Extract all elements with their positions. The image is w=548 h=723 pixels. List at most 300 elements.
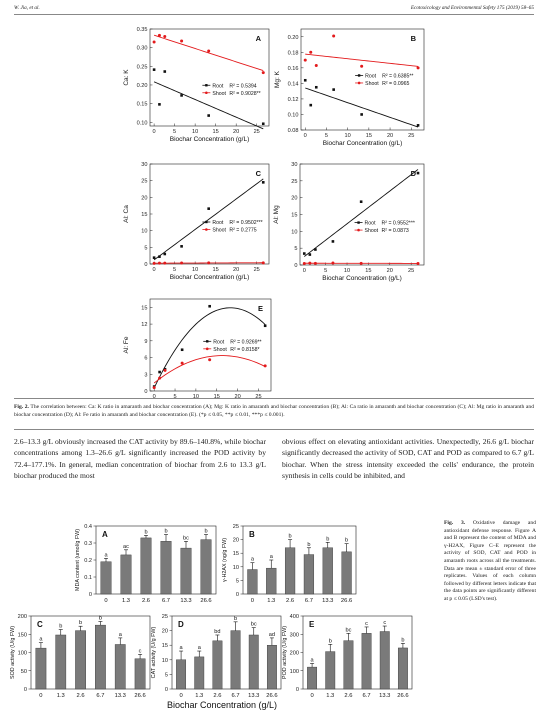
panel-letter: D bbox=[410, 169, 416, 178]
significance-letter: b bbox=[326, 536, 330, 543]
x-tick-label: 0 bbox=[310, 693, 314, 699]
y-axis-label: POD activity (U/g FW) bbox=[282, 625, 288, 680]
y-tick-label: 3 bbox=[144, 372, 148, 379]
y-tick-label: 10 bbox=[141, 228, 148, 235]
fit-line-root bbox=[305, 88, 418, 127]
data-point-shoot bbox=[360, 262, 363, 265]
figure-2-bottom-rule bbox=[14, 429, 534, 430]
legend-series-name: Shoot bbox=[365, 80, 379, 87]
data-point-shoot bbox=[314, 262, 317, 265]
x-tick-label: 10 bbox=[343, 268, 351, 274]
data-point-root bbox=[180, 245, 183, 248]
significance-letter: ac bbox=[123, 543, 129, 550]
x-tick-label: 10 bbox=[344, 133, 351, 139]
legend-marker bbox=[205, 91, 208, 94]
x-tick-label: 25 bbox=[253, 129, 260, 135]
data-point-shoot bbox=[332, 34, 335, 37]
legend-series-name: Shoot bbox=[212, 90, 226, 97]
data-point-shoot bbox=[308, 262, 311, 265]
significance-letter: b bbox=[288, 533, 292, 540]
data-point-shoot bbox=[158, 377, 161, 380]
figure-3-caption-label: Fig. 3. bbox=[444, 520, 466, 526]
legend-marker bbox=[205, 221, 207, 223]
data-point-shoot bbox=[164, 369, 167, 372]
data-point-root bbox=[417, 124, 420, 127]
data-point-root bbox=[314, 248, 317, 251]
significance-letter: a bbox=[118, 631, 122, 638]
x-tick-label: 26.6 bbox=[266, 693, 278, 699]
data-point-shoot bbox=[153, 262, 156, 265]
data-point-root bbox=[315, 86, 318, 89]
legend-series-name: Root bbox=[365, 73, 377, 80]
data-point-root bbox=[207, 114, 210, 117]
data-point-root bbox=[208, 305, 211, 308]
legend-marker bbox=[358, 74, 360, 76]
x-tick-label: 1.3 bbox=[326, 693, 335, 699]
plot-frame bbox=[31, 616, 150, 689]
bar bbox=[95, 625, 105, 689]
data-point-shoot bbox=[153, 386, 156, 389]
data-point-shoot bbox=[262, 261, 265, 264]
legend-series-name: Shoot bbox=[212, 227, 226, 234]
data-point-root bbox=[163, 253, 166, 256]
x-tick-label: 0 bbox=[152, 129, 156, 135]
y-axis-label: Mg: K bbox=[274, 71, 281, 88]
data-point-root bbox=[332, 88, 335, 91]
bar bbox=[213, 641, 222, 689]
data-point-root bbox=[303, 252, 306, 255]
legend-marker bbox=[205, 228, 208, 231]
x-tick-label: 20 bbox=[386, 268, 393, 274]
y-tick-label: 20 bbox=[141, 195, 148, 202]
x-tick-label: 5 bbox=[173, 267, 177, 273]
legend-r-squared: R² = 0.0873 bbox=[381, 228, 409, 235]
x-tick-label: 13.3 bbox=[322, 598, 334, 604]
y-tick-label: 10 bbox=[232, 564, 239, 571]
y-axis-label: Al: Ca bbox=[123, 205, 130, 223]
x-tick-label: 2.6 bbox=[141, 598, 151, 604]
significance-letter: a bbox=[39, 636, 43, 643]
y-axis-label: SOD activity (U/g FW) bbox=[10, 625, 16, 680]
x-tick-label: 15 bbox=[365, 268, 372, 274]
legend-series-name: Root bbox=[212, 83, 224, 90]
data-point-root bbox=[153, 256, 156, 259]
legend-series-name: Shoot bbox=[364, 228, 379, 235]
panel-letter: A bbox=[255, 34, 261, 43]
data-point-shoot bbox=[153, 41, 156, 44]
x-axis-label: Biochar Concentration (g/L) bbox=[169, 274, 250, 281]
legend-r-squared: R² = 0.9502*** bbox=[229, 220, 263, 226]
legend-series-name: Root bbox=[212, 220, 224, 226]
x-tick-label: 1.3 bbox=[121, 598, 131, 604]
significance-letter: c bbox=[138, 648, 142, 655]
x-axis-label: Biochar Concentration (g/L) bbox=[322, 275, 402, 282]
bar bbox=[115, 644, 125, 689]
figure-3-x-axis-label: Biochar Concentration (g/L) bbox=[166, 700, 278, 710]
y-tick-label: 20 bbox=[291, 195, 298, 202]
plot-frame bbox=[150, 29, 269, 126]
bar bbox=[267, 645, 276, 689]
y-tick-label: 0 bbox=[23, 687, 27, 693]
legend-marker bbox=[206, 348, 209, 351]
scatter-panel-2a bbox=[123, 27, 269, 143]
y-tick-label: 20 bbox=[232, 537, 239, 544]
y-tick-label: 100 bbox=[289, 668, 299, 675]
x-tick-label: 5 bbox=[324, 268, 328, 274]
y-tick-label: 5 bbox=[164, 672, 168, 679]
data-point-root bbox=[181, 348, 184, 351]
legend-marker bbox=[206, 340, 208, 342]
panel-letter: B bbox=[410, 34, 416, 43]
legend-r-squared: R² = 0.9269** bbox=[230, 339, 262, 346]
x-tick-label: 20 bbox=[234, 394, 241, 400]
y-tick-label: 15 bbox=[141, 212, 148, 218]
bar bbox=[380, 632, 389, 689]
y-tick-label: 0 bbox=[88, 592, 92, 598]
x-tick-label: 25 bbox=[408, 133, 415, 139]
y-tick-label: 0.2 bbox=[84, 558, 92, 564]
data-point-root bbox=[264, 324, 267, 327]
plot-frame bbox=[96, 526, 216, 594]
x-axis-label: Biochar Concentration (g/L) bbox=[169, 136, 250, 143]
x-tick-label: 6.7 bbox=[96, 693, 105, 699]
data-point-shoot bbox=[208, 358, 211, 361]
bar bbox=[121, 555, 131, 594]
bar bbox=[362, 633, 371, 689]
y-tick-label: 25 bbox=[232, 524, 239, 530]
significance-letter: b bbox=[79, 620, 83, 627]
y-tick-label: 9 bbox=[144, 338, 148, 345]
data-point-root bbox=[207, 207, 210, 210]
significance-letter: b bbox=[328, 638, 332, 645]
data-point-root bbox=[309, 104, 312, 107]
x-tick-label: 20 bbox=[233, 267, 240, 273]
data-point-shoot bbox=[360, 65, 363, 68]
data-point-shoot bbox=[207, 261, 210, 264]
data-point-shoot bbox=[304, 59, 307, 62]
bar bbox=[36, 648, 46, 689]
x-tick-label: 5 bbox=[324, 133, 329, 139]
y-tick-label: 0 bbox=[235, 592, 239, 598]
y-tick-label: 0.08 bbox=[287, 128, 299, 134]
panel-letter: E bbox=[257, 304, 263, 313]
legend-r-squared: R² = 0.8158* bbox=[230, 346, 260, 353]
data-point-shoot bbox=[207, 50, 210, 53]
bar bbox=[101, 562, 111, 594]
significance-letter: b bbox=[59, 623, 63, 630]
y-tick-label: 200 bbox=[289, 650, 299, 657]
panel-letter: E bbox=[309, 620, 315, 629]
y-tick-label: 0.18 bbox=[287, 50, 299, 57]
bar bbox=[323, 548, 333, 594]
data-point-shoot bbox=[417, 66, 420, 69]
y-tick-label: 6 bbox=[144, 355, 148, 362]
x-tick-label: 15 bbox=[213, 394, 220, 400]
significance-letter: c bbox=[383, 620, 387, 627]
y-tick-label: 25 bbox=[141, 178, 148, 185]
data-point-root bbox=[304, 79, 307, 82]
x-tick-label: 10 bbox=[192, 129, 199, 135]
x-tick-label: 25 bbox=[408, 268, 415, 274]
x-tick-label: 20 bbox=[386, 133, 394, 139]
bar bbox=[342, 552, 352, 594]
y-tick-label: 50 bbox=[20, 668, 27, 675]
figure-2-caption-text: The correlation between: Ca: K ratio in amaranth and biochar concentration (A); Mg: K ratio in amaranth and biochar concentration (B); Al: Ca ratio in amaranth and biochar concentration (C); Al: Mg ratio in amaranth and biochar concentration (D); Al: Fe ratio in amaranth and biochar concentration (E). (*p ≤ 0.05, **p ≤ 0.01, ***p ≤ 0.001). bbox=[14, 404, 534, 418]
y-tick-label: 0.14 bbox=[287, 81, 299, 88]
y-axis-label: Al: Mg bbox=[273, 205, 280, 224]
y-tick-label: 30 bbox=[291, 162, 298, 168]
y-tick-label: 0 bbox=[294, 263, 298, 269]
x-tick-label: 1.3 bbox=[267, 598, 276, 604]
data-point-shoot bbox=[180, 39, 183, 42]
x-tick-label: 13.3 bbox=[180, 598, 192, 604]
scatter-panel-2b bbox=[274, 29, 424, 147]
plot-frame bbox=[243, 526, 356, 594]
x-tick-label: 0 bbox=[250, 598, 255, 604]
y-tick-label: 25 bbox=[161, 614, 168, 620]
bar-panel-3d bbox=[151, 614, 281, 699]
panel-letter: C bbox=[255, 169, 261, 178]
panel-letter: B bbox=[249, 530, 255, 539]
x-tick-label: 13.3 bbox=[248, 693, 260, 699]
x-tick-label: 26.6 bbox=[200, 598, 212, 604]
y-tick-label: 0.35 bbox=[136, 27, 148, 33]
x-tick-label: 15 bbox=[365, 133, 372, 139]
bar-panel-3c bbox=[10, 614, 150, 699]
significance-letter: bd bbox=[214, 628, 221, 635]
x-tick-label: 2.6 bbox=[213, 693, 222, 699]
x-tick-label: 0 bbox=[302, 268, 306, 274]
significance-letter: b bbox=[204, 528, 208, 535]
panel-letter: A bbox=[102, 530, 108, 539]
significance-letter: bc bbox=[183, 535, 189, 542]
y-tick-label: 30 bbox=[141, 162, 148, 168]
significance-letter: c bbox=[365, 620, 368, 627]
legend-marker bbox=[358, 82, 361, 85]
x-tick-label: 26.6 bbox=[397, 693, 409, 699]
legend-marker bbox=[357, 221, 359, 223]
bar bbox=[344, 641, 353, 689]
y-tick-label: 0.10 bbox=[136, 120, 148, 127]
bar bbox=[141, 538, 151, 594]
y-tick-label: 15 bbox=[161, 643, 168, 650]
x-tick-label: 10 bbox=[192, 267, 199, 273]
x-tick-label: 1.3 bbox=[56, 693, 65, 699]
x-tick-label: 1.3 bbox=[195, 693, 204, 699]
plot-frame bbox=[172, 616, 281, 689]
bar bbox=[195, 657, 204, 689]
figure-2-caption-label: Fig. 2. bbox=[14, 404, 29, 410]
significance-letter: b bbox=[144, 529, 148, 536]
y-tick-label: 0.30 bbox=[136, 45, 148, 52]
x-tick-label: 20 bbox=[233, 129, 240, 135]
x-tick-label: 6.7 bbox=[161, 598, 171, 604]
bar bbox=[304, 555, 314, 594]
x-tick-label: 13.3 bbox=[379, 693, 391, 699]
data-point-shoot bbox=[417, 262, 420, 265]
x-tick-label: 0 bbox=[303, 133, 307, 139]
legend-marker bbox=[205, 84, 207, 86]
legend-marker bbox=[357, 229, 360, 232]
y-tick-label: 5 bbox=[235, 578, 239, 585]
significance-letter: b bbox=[98, 615, 102, 622]
x-axis-label: Biochar Concentration (g/L) bbox=[322, 140, 403, 147]
data-point-shoot bbox=[180, 262, 183, 265]
bar bbox=[176, 660, 185, 689]
significance-letter: a bbox=[269, 554, 273, 560]
bar bbox=[56, 635, 66, 689]
significance-letter: bc bbox=[345, 627, 352, 634]
y-tick-label: 100 bbox=[17, 650, 27, 657]
data-point-shoot bbox=[158, 34, 161, 37]
y-axis-label: Ca: K bbox=[123, 69, 130, 86]
bar-panel-3a bbox=[75, 524, 216, 604]
bar bbox=[135, 659, 145, 689]
x-tick-label: 26.6 bbox=[340, 598, 353, 604]
y-tick-label: 0.20 bbox=[287, 34, 299, 41]
y-axis-label: MDA content (umol/g FW) bbox=[75, 528, 81, 592]
bar bbox=[201, 540, 211, 594]
y-tick-label: 300 bbox=[289, 632, 299, 639]
y-tick-label: 10 bbox=[291, 229, 298, 236]
data-point-shoot bbox=[309, 51, 312, 54]
x-tick-label: 26.6 bbox=[134, 693, 146, 699]
data-point-root bbox=[158, 255, 161, 258]
data-point-root bbox=[153, 68, 156, 71]
legend-r-squared: R² = 0.9028** bbox=[229, 90, 261, 97]
y-tick-label: 0 bbox=[295, 687, 299, 693]
y-axis-label: γ-H2AX (ng/g FW) bbox=[222, 537, 228, 583]
y-tick-label: 200 bbox=[17, 614, 27, 620]
bar bbox=[285, 548, 295, 594]
running-author: W. Jia, et al. bbox=[14, 5, 40, 11]
bar bbox=[326, 652, 335, 689]
data-point-shoot bbox=[315, 64, 318, 67]
data-point-shoot bbox=[158, 262, 161, 265]
x-tick-label: 25 bbox=[255, 394, 262, 400]
legend bbox=[203, 339, 261, 353]
y-tick-label: 0.15 bbox=[136, 101, 148, 108]
bar bbox=[307, 667, 316, 689]
y-tick-label: 0.4 bbox=[84, 524, 92, 530]
body-text-left-column: 2.6–13.3 g/L obviously increased the CAT activity by 89.6–140.8%, while biochar concentrations among 1.3–26.6 g/L significantly increased the POD activity by 72.4–177.1%. In general, median concentration of biochar from 2.6 to 13.3 g/L biochar produced the most bbox=[14, 437, 266, 481]
y-tick-label: 0.25 bbox=[136, 64, 148, 71]
x-tick-label: 13.3 bbox=[114, 693, 126, 699]
figure-3-caption bbox=[444, 520, 536, 604]
x-tick-label: 15 bbox=[212, 129, 219, 135]
bar bbox=[248, 570, 258, 594]
fit-line-root bbox=[304, 169, 418, 256]
figure-3-caption-text: Oxidative damage and antioxidant defense response. Figure A and B represent the content of MDA and γ-H2AX, Figure C–E represent the activity of SOD, CAT and POD in amaranth roots across all the treatments. Data are mean ± standard error of three replicates. Values of each column followed by different letters indicate that the data points are significantly different at p ≤ 0.05 (LSD's test). bbox=[444, 520, 536, 602]
legend-r-squared: R² = 0.5394 bbox=[229, 83, 257, 90]
legend bbox=[202, 220, 262, 234]
bar bbox=[161, 541, 171, 594]
y-tick-label: 0.1 bbox=[84, 575, 92, 581]
data-point-root bbox=[417, 172, 420, 175]
bar bbox=[231, 631, 240, 689]
y-tick-label: 5 bbox=[144, 245, 148, 252]
legend bbox=[355, 73, 413, 87]
data-point-root bbox=[360, 200, 363, 203]
data-point-shoot bbox=[303, 262, 306, 265]
body-text-right-column: obvious effect on elevating antioxidant activities. Unexpectedly, 26.6 g/L biochar significantly decreased the activity of SOD, CAT and POD as compared to 6.7 g/L biochar. When the stress intensity exceeded the cells' endurance, the protein synthesis in cells could be inhibited, and bbox=[282, 437, 534, 481]
bar bbox=[266, 568, 276, 594]
scatter-panel-2c bbox=[123, 162, 269, 281]
x-tick-label: 0 bbox=[152, 267, 156, 273]
data-point-shoot bbox=[163, 35, 166, 38]
plot-frame bbox=[150, 164, 269, 264]
fit-line-shoot bbox=[305, 54, 418, 66]
y-tick-label: 0.20 bbox=[136, 82, 148, 89]
significance-letter: b bbox=[401, 637, 405, 644]
data-point-root bbox=[262, 122, 265, 125]
significance-letter: a bbox=[197, 645, 201, 652]
y-tick-label: 0.3 bbox=[84, 541, 92, 547]
scatter-panel-2d bbox=[273, 162, 424, 282]
y-tick-label: 15 bbox=[141, 305, 148, 312]
fit-line-shoot bbox=[154, 35, 263, 70]
y-tick-label: 20 bbox=[161, 628, 168, 635]
y-tick-label: 0 bbox=[144, 262, 148, 268]
data-point-root bbox=[360, 113, 363, 116]
significance-letter: a bbox=[104, 552, 108, 559]
x-tick-label: 6.7 bbox=[231, 693, 240, 699]
data-point-root bbox=[163, 70, 166, 73]
y-tick-label: 0.16 bbox=[287, 65, 299, 72]
bar bbox=[181, 548, 191, 594]
data-point-shoot bbox=[163, 262, 166, 265]
legend-r-squared: R² = 0.0965 bbox=[382, 80, 410, 87]
data-point-shoot bbox=[262, 71, 265, 74]
y-tick-label: 150 bbox=[17, 632, 27, 639]
significance-letter: b bbox=[345, 537, 349, 544]
y-tick-label: 400 bbox=[289, 614, 299, 620]
x-tick-label: 0 bbox=[152, 394, 156, 400]
data-point-root bbox=[158, 103, 161, 106]
x-tick-label: 0 bbox=[104, 598, 108, 604]
data-point-root bbox=[158, 371, 161, 374]
legend-series-name: Root bbox=[213, 339, 225, 346]
data-point-root bbox=[262, 181, 265, 184]
y-tick-label: 0 bbox=[164, 687, 168, 693]
x-tick-label: 5 bbox=[173, 129, 177, 135]
y-tick-label: 12 bbox=[141, 322, 148, 329]
significance-letter: a bbox=[250, 556, 254, 563]
x-tick-label: 10 bbox=[192, 394, 200, 400]
bar-panel-3b bbox=[222, 524, 356, 604]
x-tick-label: 6.7 bbox=[304, 598, 313, 604]
bar bbox=[75, 631, 85, 689]
y-tick-label: 0.10 bbox=[287, 112, 299, 119]
significance-letter: bc bbox=[250, 621, 257, 628]
x-tick-label: 0 bbox=[39, 693, 43, 699]
data-point-root bbox=[332, 240, 335, 243]
legend bbox=[355, 221, 415, 235]
scatter-panel-2e bbox=[123, 299, 271, 400]
bar bbox=[398, 648, 407, 689]
significance-letter: a bbox=[179, 645, 183, 652]
x-tick-label: 6.7 bbox=[362, 693, 371, 699]
panel-letter: C bbox=[37, 620, 43, 629]
bar-panel-3e bbox=[282, 614, 412, 699]
figure-2-caption bbox=[14, 404, 534, 419]
x-tick-label: 25 bbox=[253, 267, 260, 273]
y-tick-label: 15 bbox=[232, 551, 239, 558]
y-tick-label: 25 bbox=[291, 178, 298, 185]
y-axis-label: Al: Fe bbox=[123, 336, 130, 354]
legend-r-squared: R² = 0.6385** bbox=[382, 73, 414, 80]
x-tick-label: 2.6 bbox=[286, 598, 295, 604]
